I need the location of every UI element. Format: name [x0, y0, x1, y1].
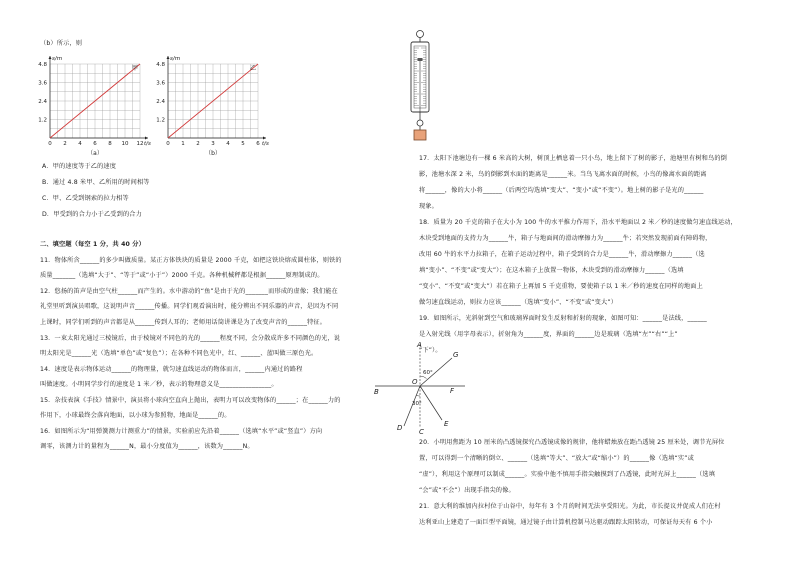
chart-a-caption: （a） [87, 150, 103, 157]
optics-diagram [370, 340, 470, 436]
label-60: 60° [423, 370, 433, 376]
q13-line-1: 13．一束太阳光通过三棱镜后，由于棱镜对不同色的光的______程度不同，会分散成许多不同颜色的光，说 [40, 335, 341, 342]
label-d: D [397, 424, 403, 432]
chart-a-y-tick-label: 3.6 [38, 80, 47, 87]
right-column [374, 0, 794, 562]
chart-b-x-tick-label: 5 [241, 141, 245, 147]
q11-line-2: 质量_______（选填“大于”、“等于”或“小于”）2000 千克。各种机械秤都是根据______原理制成的。 [40, 272, 324, 279]
chart-b-x-tick-label: 3 [211, 141, 215, 147]
chart-a-y-tick-label: 4.8 [38, 62, 47, 68]
chart-a-x-label: t/s [144, 141, 151, 147]
chart-b-y-tick-label: 1.2 [156, 117, 165, 124]
option-c: C．甲、乙受到钢索的拉力相等 [42, 195, 129, 202]
chart-a-x-tick-label: 2 [63, 141, 67, 147]
q15-line-1: 15．杂技表演《手技》情景中，演员将小球向空直向上抛出，表明力可以改变物体的______；在______力的 [40, 397, 341, 404]
label-a: A [417, 341, 422, 349]
q16-line-1: 16．如图所示为“用弹簧测力计测重力”的情景，实验前应先沿着______（选填“水平”或“竖直”）方向 [40, 428, 323, 435]
option-a: A．甲的速度等于乙的速度 [42, 163, 117, 170]
chart-a-y-tick-label: 2.4 [38, 99, 47, 105]
chart-b-x-label: t/s [262, 141, 269, 147]
chart-a-x-tick-label: 10 [121, 141, 129, 147]
chart-a-x-tick-label: 12 [136, 141, 144, 147]
chart-b-caption: （b） [205, 150, 221, 157]
q20-line-2: 置，可以得到一个清晰的倒立、______（选填“等大”、“放大”或“缩小”）的______像（选填“实”或 [419, 455, 694, 462]
q14-line-2: 叫做速度。小明同学步行的速度是 1 米／秒，表示的物理意义是________________。 [40, 381, 278, 388]
section-title: 二、填空题（每空 1 分，共 40 分） [40, 241, 145, 248]
q20-line-1: 20．小明用焦距为 10 厘米的凸透镜探究凸透镜成像的规律，他将蜡烛放在距凸透镜 25 厘米处，调节光屏位 [419, 439, 725, 446]
chart-b-y-label: s/m [170, 56, 181, 62]
option-b: B．通过 4.8 米甲、乙所用的时间相等 [42, 179, 150, 186]
q18-line-3: 改用 60 牛的水平力拉箱子，在箱子运动过程中，箱子受到的合力是______牛，滑动摩擦力______（选 [419, 251, 705, 258]
q17-line-1: 17．太阳下池塘边有一棵 6 米高的大树，树顶上栖息着一只小鸟，地上留下了树的影子，池塘里有树和鸟的倒 [419, 155, 728, 162]
chart-a-x-tick-label: 4 [78, 141, 82, 147]
q21-line-2: 达利亚山上建造了一面巨型平面镜，通过镜子由计算机控制马达驱动跟踪太阳转动，可保证每天有 6 个小 [419, 519, 713, 526]
q18-line-2: 木块受到地面的支持力为______牛，箱子与地面间的滑动摩擦力为______牛；若突然发现前面有障碍物， [419, 235, 712, 242]
chart-a-line-label: 甲 [132, 65, 139, 72]
chart-b-x-tick-label: 0 [166, 141, 170, 147]
label-e: E [444, 420, 449, 428]
label-g: G [453, 351, 459, 359]
chart-b-y-tick-label: 2.4 [156, 99, 165, 105]
chart-b-x-arrow [263, 137, 266, 140]
q21-line-1: 21．意大利的维加内拉村位于山谷中，每年有 3 个月的时间无法享受阳光。为此，市长提议并促成人们在村 [419, 503, 721, 510]
chart-b-x-tick-label: 2 [196, 141, 200, 147]
q12-line-1: 12．悠扬的笛声是由空气柱______而产生的。水中游动的“鱼”是由于光的_______而形成的虚像；我们能在 [40, 288, 338, 295]
q12-line-3: 上课时，同学们听到的声音都是从______传到人耳的；老师用话筒讲课是为了改变声音的______特征。 [40, 319, 327, 326]
q19-line-2: 是入射光线（用字母表示），折射角为______度，界面的______边是玻璃（选填“左”“右”“上” [419, 331, 678, 338]
q17-line-3: 将______，像的大小将______（后两空均选填“变大”、“变小”或“不变”）。地上树的影子是光的______ [419, 187, 704, 194]
option-d: D．甲受到的合力小于乙受到的合力 [42, 211, 142, 218]
q20-line-3: “虚”），利用这个原理可以制成______。实验中他不慎用手指尖触摸到了凸透镜，此时光屏上______（选填 [419, 471, 716, 478]
q20-line-4: “会”或“不会”）出现手指尖的像。 [419, 487, 515, 494]
chart-b-line-label: 乙 [250, 65, 257, 72]
chart-a-x-tick-label: 6 [93, 141, 97, 147]
q14-line-1: 14．速度是表示物体运动______的物理量，就匀速直线运动的物体而言，______内通过的路程 [40, 366, 303, 373]
chart-b-x-tick-label: 4 [226, 141, 230, 147]
intro-text: （b）所示，则 [40, 40, 83, 47]
q18-line-1: 18．质量为 20 千克的箱子在大小为 100 牛的水平推力作用下，沿水平地面以 2 米／秒的速度做匀速直线运动， [419, 219, 737, 226]
spring-scale-figure [400, 28, 440, 148]
q17-line-2: 影，池塘水深 2 米，鸟的倒影到水面的距离是______米。当鸟飞离水面的时候，小鸟的像离水面的距离 [419, 171, 707, 178]
label-c: C [419, 428, 424, 436]
q11-line-1: 11．物体所含______的多少叫做质量。某正方体铁块的质量是 2000 千克，如把这铁块熔成圆柱体，则铁的 [40, 257, 342, 264]
q19-line-3: “下”）。 [419, 347, 442, 354]
chart-a-y-label: s/m [52, 56, 63, 62]
chart-b [148, 52, 278, 160]
q15-line-2: 作用下，小球最终会落向地面，以小球为参照物，地面是______的。 [40, 412, 231, 419]
label-30: 30° [412, 401, 422, 407]
chart-b-y-tick-label: 3.6 [156, 80, 165, 87]
label-o: O [412, 378, 418, 386]
chart-b-x-tick-label: 1 [181, 141, 185, 147]
q13-line-2: 明太阳光是______光（选填“单色”或“复色”）；在各种不同色光中，红、______、蓝叫做三原色光。 [40, 350, 318, 357]
q16-line-2: 调零，该测力计的量程为______N，最小分度值为______，该数为______N。 [40, 443, 254, 450]
chart-b-x-tick-label: 6 [256, 141, 260, 147]
chart-a [30, 52, 160, 160]
q18-line-5: “变小”、“不变”或“变大”）若在箱子上再加 5 千克重物，要使箱子以 1 米／秒的速度在同样的地面上 [419, 283, 703, 290]
label-b: B [374, 388, 379, 396]
q18-line-4: 填“变小”、“不变”或“变大”）；在这木箱子上放置一物体，木块受到的滑动摩擦力______（选填 [419, 267, 684, 274]
chart-a-x-tick-label: 8 [108, 141, 112, 147]
chart-a-y-tick-label: 1.2 [38, 117, 47, 124]
chart-a-x-tick-label: 0 [48, 141, 52, 147]
q18-line-6: 做匀速直线运动，则拉力应该______（选填“变小”、“不变”或“变大”） [419, 299, 618, 306]
label-f: F [450, 387, 455, 395]
q17-line-4: 现象。 [419, 203, 439, 210]
chart-b-y-tick-label: 4.8 [156, 62, 165, 68]
q12-line-2: 礼堂里听到演员唱歌，这说明声音______传播。同学们观看演出时，能分辨出不同乐器的声音，是因为不同 [40, 303, 339, 310]
q19-line-1: 19．如图所示，光斜射到空气和玻璃界面时发生反射和折射的现象，如图可知：______是法线，______ [419, 315, 707, 322]
